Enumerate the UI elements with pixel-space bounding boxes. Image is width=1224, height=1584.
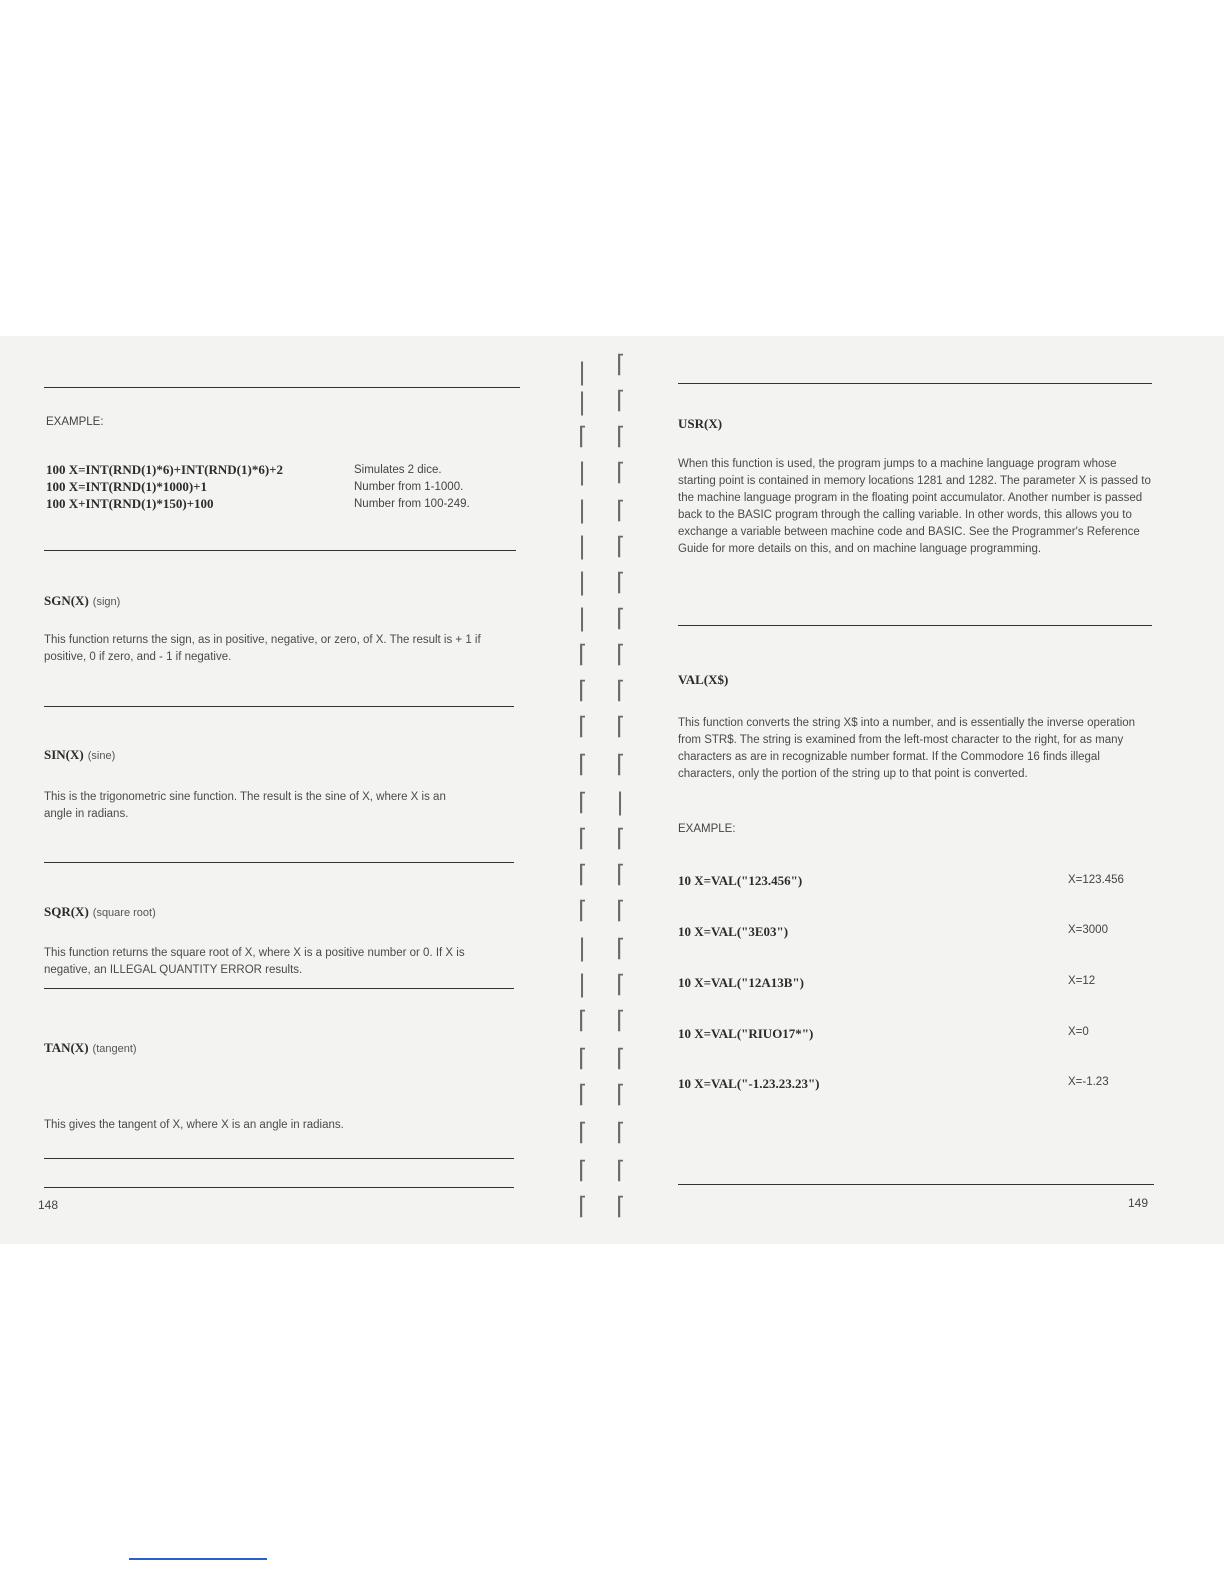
function-desc: (tangent) (92, 1043, 137, 1055)
code-note: Number from 1-1000. (354, 481, 464, 493)
code-line: 10 X=VAL("123.456") (678, 873, 803, 888)
page-number: 149 (1128, 1196, 1149, 1210)
link-underline (129, 1558, 267, 1560)
binding-ring: ⌈ (616, 896, 626, 924)
code-result: X=123.456 (1068, 874, 1124, 886)
binding-ring: | (578, 458, 587, 486)
section-body: This function returns the sign, as in positive, negative, or zero, of X. The result is + 1 if positive, 0 if zero, and - 1 if negative. (44, 634, 481, 663)
code-result: X=3000 (1068, 924, 1108, 936)
binding-ring: ⌈ (616, 422, 626, 450)
binding-ring: ⌈ (578, 1192, 588, 1220)
binding-ring: ⌈ (578, 788, 588, 816)
binding-ring: ⌈ (616, 1192, 626, 1220)
binding-ring: ⌈ (578, 422, 588, 450)
binding-ring: ⌈ (578, 1118, 588, 1146)
binding-ring: | (578, 388, 587, 416)
binding-ring: ⌈ (616, 640, 626, 668)
section-heading (44, 593, 120, 609)
divider (44, 1158, 514, 1159)
divider (44, 988, 514, 989)
binding-ring: | (578, 568, 587, 596)
binding-ring: ⌈ (578, 896, 588, 924)
code-line: 10 X=VAL("-1.23.23.23") (678, 1076, 820, 1091)
section-heading (678, 672, 728, 688)
code-line: 10 X=VAL("3E03") (678, 924, 789, 939)
function-name: USR(X) (678, 416, 723, 431)
binding-ring: ⌈ (616, 496, 626, 524)
binding-ring: ⌈ (578, 750, 588, 778)
section-body: This function returns the square root of X, where X is a positive number or 0. If X is negative, an ILLEGAL QUANTITY ERROR results. (44, 947, 465, 976)
function-name: SIN(X) (44, 747, 84, 762)
divider (44, 862, 514, 863)
binding-ring: ⌈ (616, 350, 626, 378)
binding-ring: ⌈ (616, 712, 626, 740)
section-body: This gives the tangent of X, where X is an angle in radians. (44, 1119, 344, 1131)
binding-ring: | (578, 934, 587, 962)
binding-ring: ⌈ (616, 1156, 626, 1184)
binding-ring: ⌈ (616, 1006, 626, 1034)
spiral-binding (572, 336, 644, 1244)
binding-ring: | (616, 788, 625, 816)
binding-ring: ⌈ (616, 1044, 626, 1072)
divider (678, 1184, 1154, 1185)
example-label: EXAMPLE: (46, 416, 104, 428)
function-desc: (square root) (92, 907, 156, 919)
function-name: SGN(X) (44, 593, 89, 608)
code-line: 100 X=INT(RND(1)*6)+INT(RND(1)*6)+2 (46, 462, 284, 477)
binding-ring: ⌈ (578, 1080, 588, 1108)
divider (44, 387, 520, 388)
divider (44, 706, 514, 707)
binding-ring: ⌈ (616, 750, 626, 778)
binding-ring: ⌈ (578, 824, 588, 852)
section-heading (44, 1040, 137, 1056)
binding-ring: ⌈ (578, 676, 588, 704)
binding-ring: ⌈ (578, 1156, 588, 1184)
divider (44, 550, 516, 551)
binding-ring: ⌈ (616, 824, 626, 852)
binding-ring: | (578, 496, 587, 524)
code-line: 100 X=INT(RND(1)*1000)+1 (46, 479, 208, 494)
section-body: This function converts the string X$ into a number, and is essentially the inverse operation from STR$. The string is examined from the left-most character to the right, for as many characters as are in recognizable number format. If the Commodore 16 finds illegal characters, only the portion of the string up to that point is converted. (678, 717, 1136, 780)
binding-ring: ⌈ (616, 934, 626, 962)
example-label: EXAMPLE: (678, 823, 736, 835)
binding-ring: ⌈ (616, 568, 626, 596)
binding-ring: ⌈ (616, 676, 626, 704)
function-desc: (sine) (87, 750, 116, 762)
section-heading (44, 904, 156, 920)
code-note: Number from 100-249. (354, 498, 470, 510)
code-line: 10 X=VAL("12A13B") (678, 975, 804, 990)
binding-ring: ⌈ (616, 1118, 626, 1146)
function-name: VAL(X$) (678, 672, 729, 687)
page-number: 148 (38, 1198, 59, 1212)
binding-ring: ⌈ (616, 970, 626, 998)
function-name: SQR(X) (44, 904, 89, 919)
binding-ring: ⌈ (616, 860, 626, 888)
binding-ring: ⌈ (616, 1080, 626, 1108)
binding-ring: ⌈ (616, 458, 626, 486)
code-result: X=-1.23 (1068, 1076, 1109, 1088)
code-line: 100 X+INT(RND(1)*150)+100 (46, 496, 214, 511)
binding-ring: ⌈ (616, 604, 626, 632)
binding-ring: | (578, 970, 587, 998)
binding-ring: ⌈ (616, 532, 626, 560)
binding-ring: ⌈ (578, 860, 588, 888)
binding-ring: ⌈ (578, 1044, 588, 1072)
divider (678, 625, 1152, 626)
book-spread (0, 336, 1224, 1244)
section-heading (44, 747, 115, 763)
binding-ring: ⌈ (616, 386, 626, 414)
code-result: X=12 (1068, 975, 1096, 987)
code-note: Simulates 2 dice. (354, 464, 442, 476)
binding-ring: | (578, 532, 587, 560)
binding-ring: ⌈ (578, 1006, 588, 1034)
binding-ring: ⌈ (578, 712, 588, 740)
function-name: TAN(X) (44, 1040, 89, 1055)
function-desc: (sign) (92, 596, 121, 608)
section-body: This is the trigonometric sine function. The result is the sine of X, where X is an angle in radians. (44, 791, 446, 820)
divider (44, 1187, 514, 1188)
section-body: When this function is used, the program jumps to a machine language program whose starting point is contained in memory locations 1281 and 1282. The parameter X is passed to the machine language program in the floating point accumulator. Another number is passed back to the BASIC program through the calling variable. In other words, this allows you to exchange a variable between machine code and BASIC. See the Programmer's Reference Guide for more details on this, and on machine language programming. (678, 458, 1151, 555)
right-page (640, 336, 1224, 1244)
left-page (0, 336, 580, 1244)
code-line: 10 X=VAL("RIUO17*") (678, 1026, 814, 1041)
code-result: X=0 (1068, 1026, 1089, 1038)
binding-ring: | (578, 604, 587, 632)
binding-ring: | (578, 358, 587, 386)
section-heading (678, 416, 722, 432)
binding-ring: ⌈ (578, 640, 588, 668)
divider (678, 383, 1152, 384)
